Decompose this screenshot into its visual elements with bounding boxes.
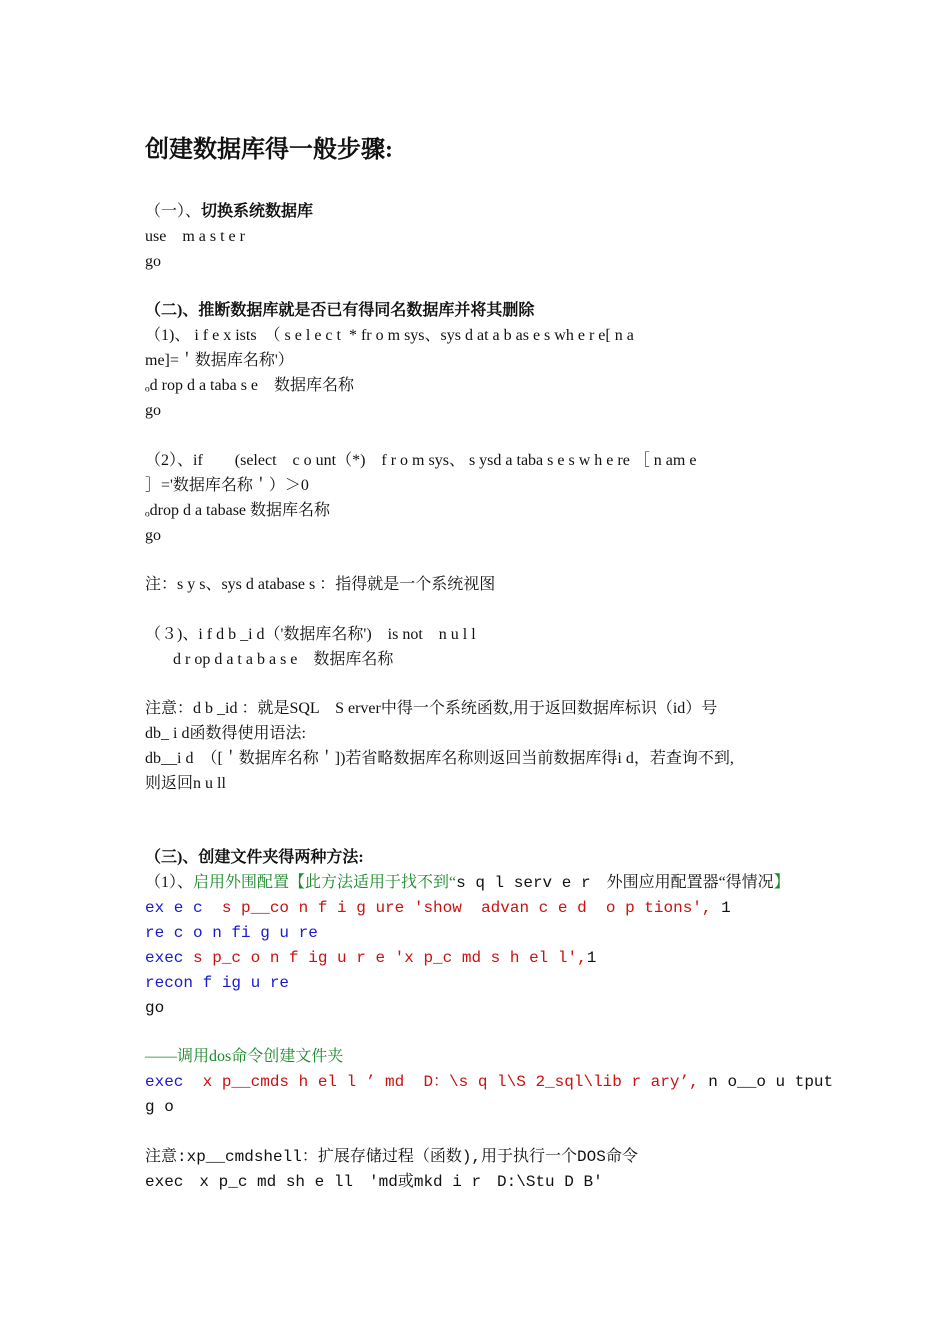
method-1-bracket: 】 xyxy=(773,874,790,891)
code-string: ′show advan c e d o p tions', xyxy=(404,899,712,917)
code-line: exec x p_c md sh e ll ′md或mkd i r D:\Stu D B' xyxy=(145,1173,603,1191)
note-text: db_ i d函数得使用语法: xyxy=(145,725,306,742)
section-1-heading-prefix: （一）、 xyxy=(145,203,202,220)
note-text: 则返回n u ll xyxy=(145,775,226,792)
code-line: ］='数据库名称＇）＞0 xyxy=(145,477,309,494)
method-1-prefix: （1）、 xyxy=(145,874,194,891)
method-1-tail: 外围应用配置器“得情况 xyxy=(590,874,774,891)
code-procedure: s p__co n f i g ure xyxy=(202,899,405,917)
section-2-heading: （二)、推断数据库就是否已有得同名数据库并将其删除 xyxy=(145,302,535,319)
code-line: g o xyxy=(145,1098,174,1116)
code-line: me]=＇数据库名称'） xyxy=(145,352,294,369)
code-line: ₒdrop d a tabase 数据库名称 xyxy=(145,502,331,519)
code-line: go xyxy=(145,999,165,1017)
code-line: ₒd rop d a taba s e 数据库名称 xyxy=(145,377,355,394)
code-line xyxy=(145,948,596,968)
code-line: go xyxy=(145,402,161,419)
note-text: 注意：d b _id ：就是SQL S erver中得一个系统函数,用于返回数据库标识（id）号 xyxy=(145,700,718,717)
code-line: （1)、 i f e x ists （ s e l e c t * fr o m sys、sys d at a b as e s wh e r e[ n a xyxy=(145,327,634,344)
code-line: （2）、if (select c o unt（*) f r o m sys、 s ysd a taba s e s w h e re ［ n am e xyxy=(145,452,697,469)
code-line: re c o n fi g u re xyxy=(145,924,318,942)
note-text: db__i d （[＇数据库名称＇])若省略数据库名称则返回当前数据库得i d，若查询不到, xyxy=(145,750,734,767)
code-procedure: s p_c o n f ig u r e xyxy=(183,949,386,967)
code-line: d r op d a t a b a s e 数据库名称 xyxy=(145,651,394,668)
code-line: （３)、i f d b _i d（'数据库名称') is not n u l l xyxy=(145,626,476,643)
note-text: 注：s y s、sys d atabase s ：指得就是一个系统视图 xyxy=(145,576,496,593)
code-number: 1 xyxy=(711,899,731,917)
code-line: go xyxy=(145,253,161,270)
code-number: 1 xyxy=(586,949,597,967)
code-option: n o__o u tput xyxy=(698,1073,834,1091)
code-string: ′x p_c md s h el l', xyxy=(385,949,587,967)
section-1-heading xyxy=(145,202,313,222)
section-1-heading-text: 切换系统数据库 xyxy=(201,203,314,220)
code-keyword: exec xyxy=(145,1073,184,1091)
code-keyword: exec xyxy=(145,949,184,967)
code-line: go xyxy=(145,527,161,544)
method-1-title: 启用外围配置 xyxy=(193,874,290,891)
code-comment: ——调用dos命令创建文件夹 xyxy=(145,1048,344,1065)
code-line: recon f ig u re xyxy=(145,974,290,992)
code-line: use m a s t e r xyxy=(145,228,245,245)
method-1-note: 【此方法适用于找不到“ xyxy=(289,874,457,891)
method-1-line xyxy=(145,873,790,893)
page-title: 创建数据库得一般步骤: xyxy=(145,137,393,163)
code-procedure: x p__cmds h el l xyxy=(183,1073,357,1091)
code-line xyxy=(145,1072,833,1092)
note-text: 注意:xp__cmdshell：扩展存储过程（函数),用于执行一个DOS命令 xyxy=(145,1148,638,1166)
code-line xyxy=(145,898,731,918)
method-1-code: s q l serv e r xyxy=(456,874,591,892)
section-3-heading: （三)、创建文件夹得两种方法: xyxy=(145,849,364,866)
code-keyword: ex e c xyxy=(145,899,203,917)
code-string: ’ md D：\s q l\S 2_sql\lib r ary’, xyxy=(356,1073,699,1091)
